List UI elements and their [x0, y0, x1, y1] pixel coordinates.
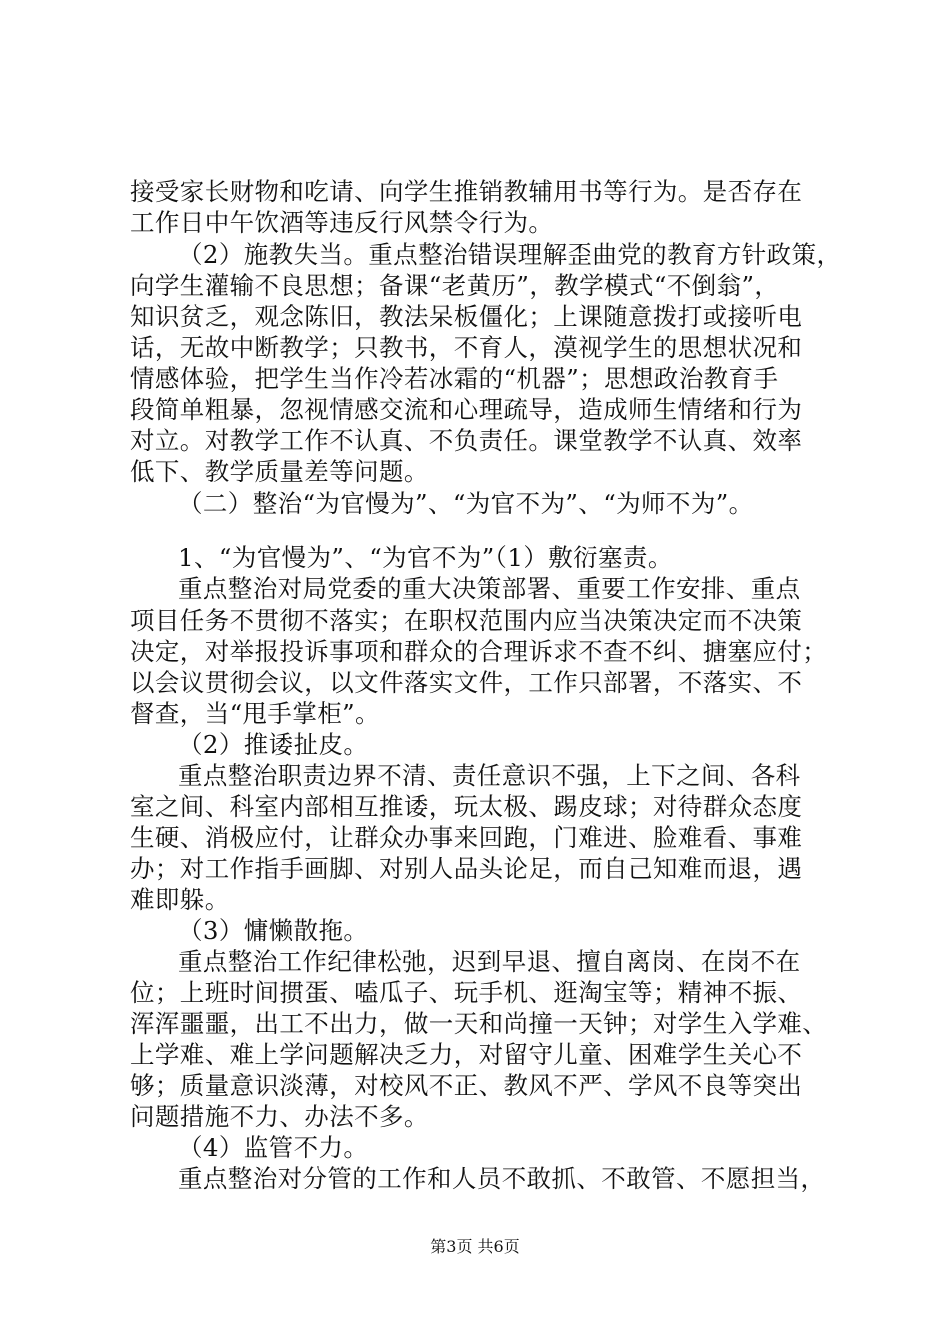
text-line: 够；质量意识淡薄，对校风不正、教风不严、学风不良等突出 — [130, 1071, 803, 1100]
page-footer: 第3页 共6页 — [430, 1237, 520, 1256]
text-line: 督查，当“甩手掌柜”。 — [130, 699, 380, 728]
text-line: 难即躲。 — [130, 885, 230, 914]
text-line: 重点整治职责边界不清、责任意识不强，上下之间、各科 — [178, 761, 801, 790]
text-line: 接受家长财物和吃请、向学生推销教辅用书等行为。是否存在 — [130, 177, 803, 206]
text-line: 对立。对教学工作不认真、不负责任。课堂教学不认真、效率 — [130, 426, 803, 455]
text-line: 位；上班时间掼蛋、嗑瓜子、玩手机、逛淘宝等；精神不振、 — [130, 978, 803, 1007]
text-line: 工作日中午饮酒等违反行风禁令行为。 — [130, 208, 554, 237]
text-line: 重点整治工作纪律松弛，迟到早退、擅自离岗、在岗不在 — [178, 947, 801, 976]
text-line: 情感体验，把学生当作冷若冰霜的“机器”；思想政治教育手 — [130, 364, 779, 393]
text-line: 决定，对举报投诉事项和群众的合理诉求不查不纠、搪塞应付； — [130, 637, 828, 666]
text-line: 重点整治对局党委的重大决策部署、重要工作安排、重点 — [178, 574, 801, 603]
text-line: 段简单粗暴，忽视情感交流和心理疏导，造成师生情绪和行为 — [130, 395, 803, 424]
text-line: 向学生灌输不良思想；备课“老黄历”，教学模式“不倒翁”， — [130, 271, 780, 300]
text-line: （2）施教失当。重点整治错误理解歪曲党的教育方针政策， — [178, 240, 842, 269]
text-line: 办；对工作指手画脚、对别人品头论足，而自己知难而退，遇 — [130, 854, 803, 883]
section-heading: （二）整治“为官慢为”、“为官不为”、“为师不为”。 — [178, 489, 754, 518]
text-line: 话，无故中断教学；只教书，不育人，漠视学生的思想状况和 — [130, 333, 803, 362]
subsection-heading: 1、“为官慢为”、“为官不为”（1）敷衍塞责。 — [178, 543, 673, 572]
text-line: 上学难、难上学问题解决乏力，对留守儿童、困难学生关心不 — [130, 1040, 803, 1069]
text-line: 低下、教学质量差等问题。 — [130, 457, 429, 486]
text-line: 重点整治对分管的工作和人员不敢抓、不敢管、不愿担当， — [178, 1164, 826, 1193]
text-line: 知识贫乏，观念陈旧，教法呆板僵化；上课随意拨打或接听电 — [130, 302, 803, 331]
item-heading: （3）慵懒散拖。 — [178, 916, 369, 945]
text-line: 生硬、消极应付，让群众办事来回跑，门难进、脸难看、事难 — [130, 823, 803, 852]
text-line: 室之间、科室内部相互推诿，玩太极、踢皮球；对待群众态度 — [130, 792, 803, 821]
text-line: 浑浑噩噩，出工不出力，做一天和尚撞一天钟；对学生入学难、 — [130, 1009, 828, 1038]
text-line: 以会议贯彻会议，以文件落实文件，工作只部署，不落实、不 — [130, 668, 803, 697]
item-heading: （4）监管不力。 — [178, 1133, 369, 1162]
text-line: 项目任务不贯彻不落实；在职权范围内应当决策决定而不决策 — [130, 606, 803, 635]
text-line: 问题措施不力、办法不多。 — [130, 1102, 429, 1131]
item-heading: （2）推诿扯皮。 — [178, 730, 369, 759]
